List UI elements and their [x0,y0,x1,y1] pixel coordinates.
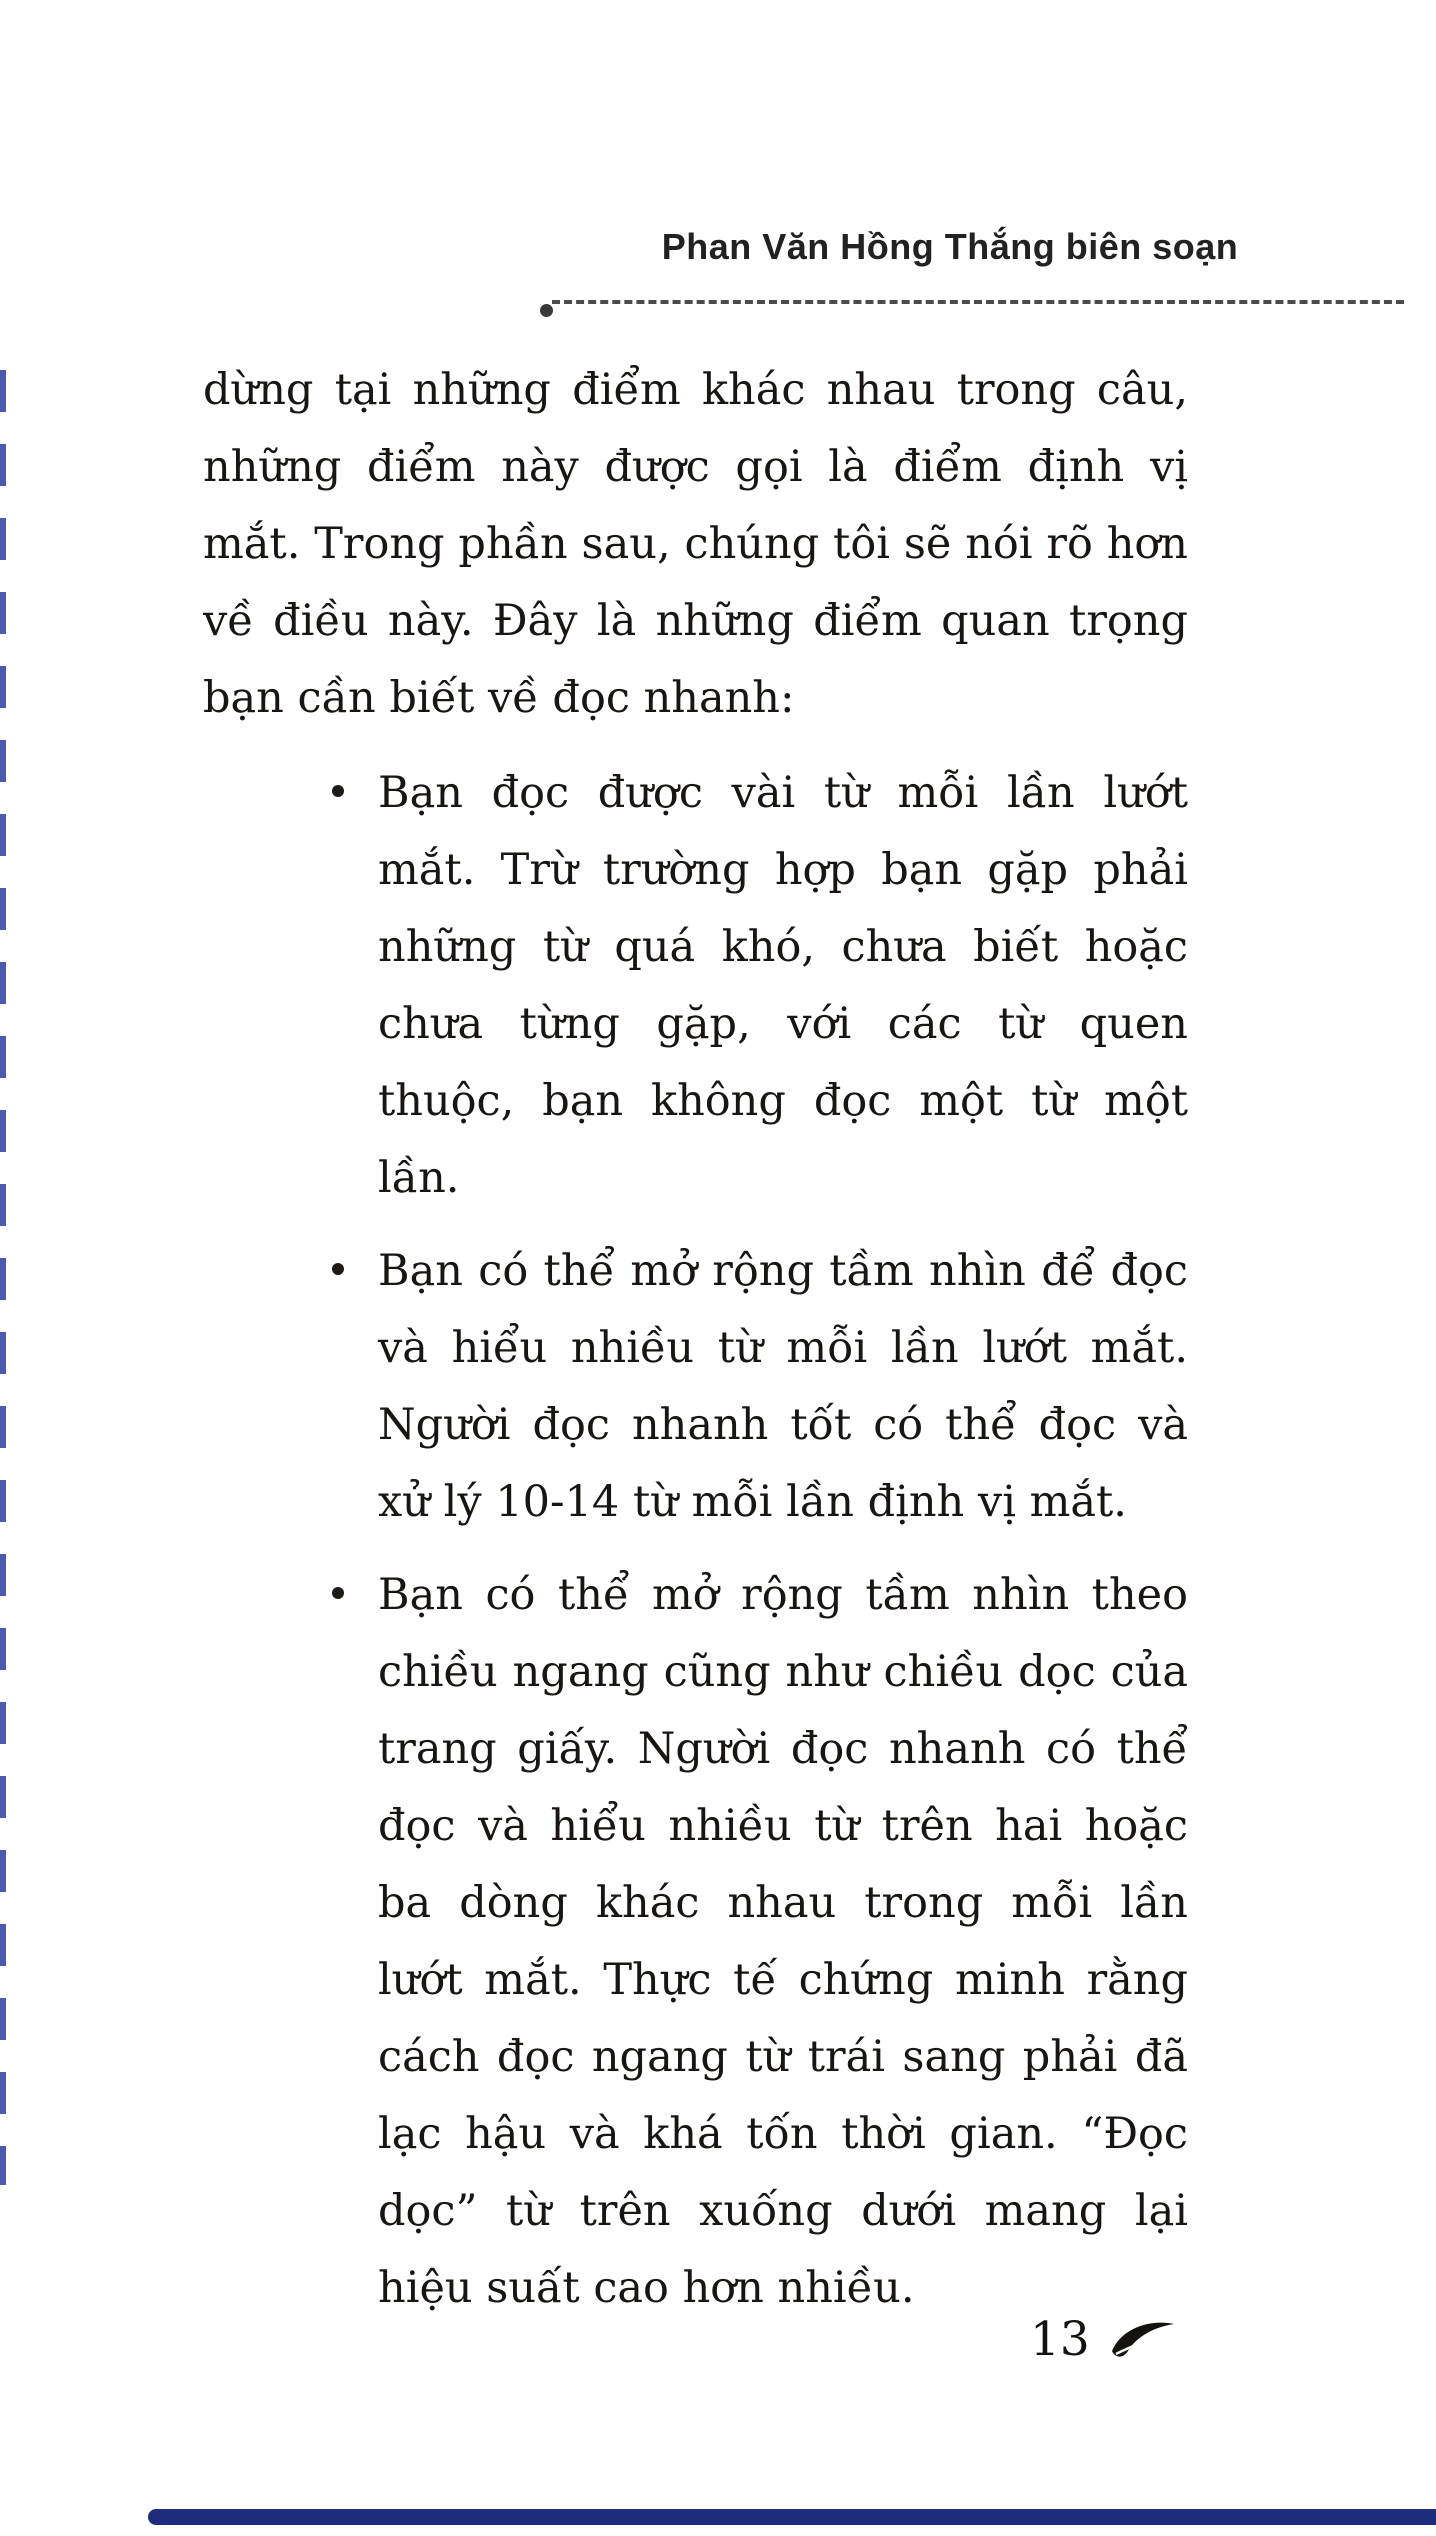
header-author: Phan Văn Hồng Thắng biên soạn [661,226,1239,267]
bullet-item [378,1557,1188,2327]
intro-paragraph: dừng tại những điểm khác nhau trong câu, những điểm này được gọi là điểm định vị mắt. Trong phần sau, chúng tôi sẽ nói rõ hơn về điều này. Đây là những điểm quan trọng bạn cần biết về đọc nhanh: [203,365,1188,723]
bullet-text: Bạn có thể mở rộng tầm nhìn theo chiều ngang cũng như chiều dọc của trang giấy. Người đọc nhanh có thể đọc và hiểu nhiều từ trên hai hoặc ba dòng khác nhau trong mỗi lần lướt mắt. Thực tế chứng minh rằng cách đọc ngang từ trái sang phải đã lạc hậu và khá tốn thời gian. “Đọc dọc” từ trên xuống dưới mang lại hiệu suất cao hơn nhiều. [378,1570,1188,2313]
left-edge-scan-mark [0,370,6,2185]
bullet-item [378,755,1188,1217]
body-text [203,352,1188,2327]
separator-dot [540,304,553,317]
bullet-text: Bạn có thể mở rộng tầm nhìn để đọc và hiểu nhiều từ mỗi lần lướt mắt. Người đọc nhanh tốt có thể đọc và xử lý 10-14 từ mỗi lần định vị mắt. [378,1246,1188,1527]
bullet-text: Bạn đọc được vài từ mỗi lần lướt mắt. Trừ trường hợp bạn gặp phải những từ quá khó, chưa biết hoặc chưa từng gặp, với các từ quen thuộc, bạn không đọc một từ một lần. [378,768,1188,1203]
bullet-list [378,755,1188,2327]
bullet-dot-icon [332,1587,344,1599]
page-number: 13 [1030,2312,1090,2367]
bullet-dot-icon [332,785,344,797]
publisher-logo-icon [1106,2317,1180,2363]
bullet-dot-icon [332,1263,344,1275]
bullet-item [378,1233,1188,1541]
page-footer [1030,2312,1180,2367]
separator-dashed-line [552,300,1404,304]
bottom-accent-bar [148,2509,1436,2525]
